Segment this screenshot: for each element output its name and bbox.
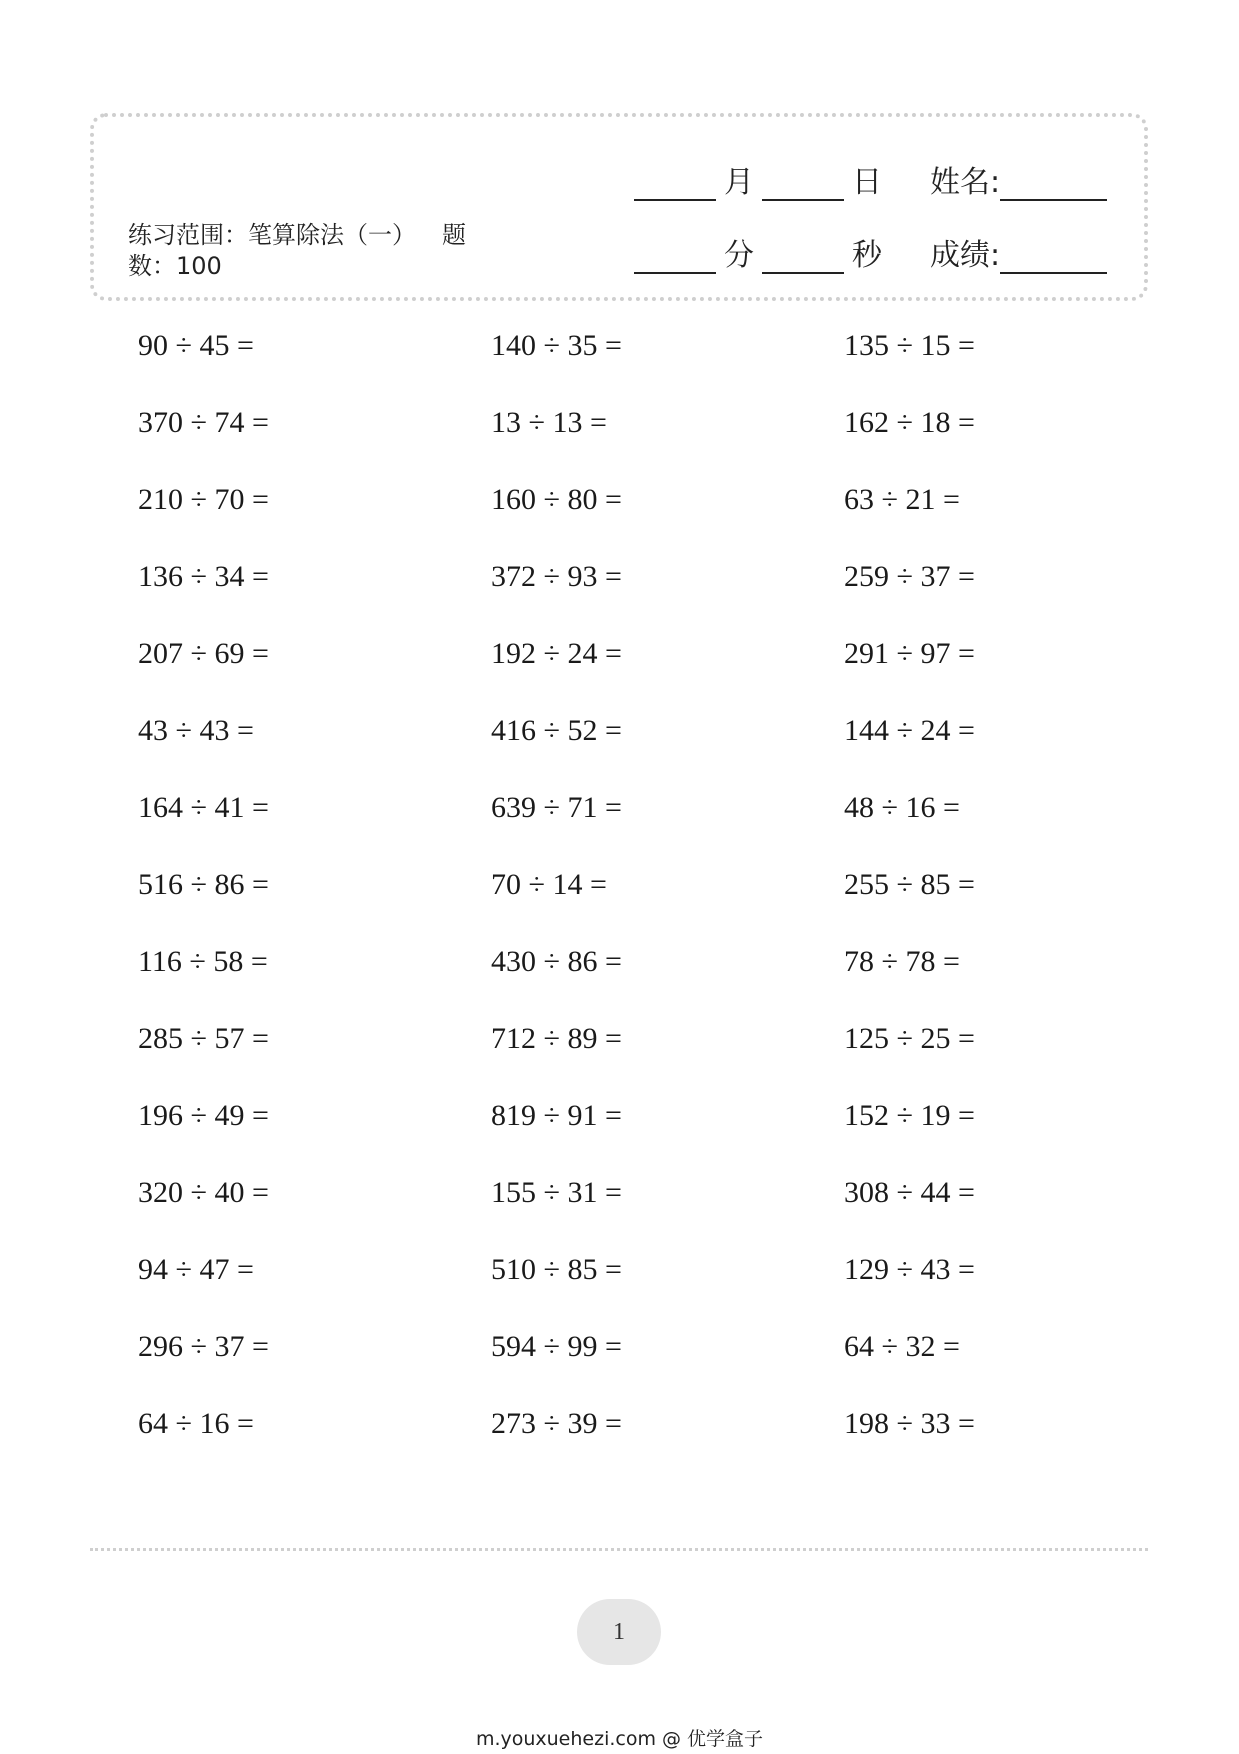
page-number: 1 — [577, 1599, 661, 1665]
problem: 144 ÷ 24 = — [844, 714, 975, 747]
problem: 510 ÷ 85 = — [491, 1253, 622, 1286]
worksheet-header — [90, 113, 1148, 301]
problem: 64 ÷ 32 = — [844, 1330, 960, 1363]
problem: 70 ÷ 14 = — [491, 868, 607, 901]
practice-range: 练习范围：笔算除法（一） — [128, 221, 416, 249]
problem: 129 ÷ 43 = — [844, 1253, 975, 1286]
footer-site[interactable]: m.youxuehezi.com @ 优学盒子 — [475, 1728, 764, 1750]
minute-blank[interactable] — [634, 238, 716, 274]
practice-info — [128, 220, 478, 282]
problem: 160 ÷ 80 = — [491, 483, 622, 516]
problem: 64 ÷ 16 = — [138, 1407, 254, 1440]
problem: 78 ÷ 78 = — [844, 945, 960, 978]
problem: 125 ÷ 25 = — [844, 1022, 975, 1055]
date-name-row — [634, 157, 1107, 201]
month-blank[interactable] — [634, 165, 716, 201]
problem: 819 ÷ 91 = — [491, 1099, 622, 1132]
problem: 308 ÷ 44 = — [844, 1176, 975, 1209]
problem: 94 ÷ 47 = — [138, 1253, 254, 1286]
problem: 370 ÷ 74 = — [138, 406, 269, 439]
problem: 63 ÷ 21 = — [844, 483, 960, 516]
problem: 291 ÷ 97 = — [844, 637, 975, 670]
day-blank[interactable] — [762, 165, 844, 201]
name-blank[interactable] — [1000, 165, 1107, 201]
problem: 198 ÷ 33 = — [844, 1407, 975, 1440]
problem: 192 ÷ 24 = — [491, 637, 622, 670]
problem: 285 ÷ 57 = — [138, 1022, 269, 1055]
name-label: 姓名: — [930, 165, 1001, 200]
problem: 372 ÷ 93 = — [491, 560, 622, 593]
score-blank[interactable] — [1000, 238, 1107, 274]
problem: 516 ÷ 86 = — [138, 868, 269, 901]
problem-count-tail: 数：100 — [128, 252, 222, 280]
problem: 273 ÷ 39 = — [491, 1407, 622, 1440]
second-blank[interactable] — [762, 238, 844, 274]
problem: 136 ÷ 34 = — [138, 560, 269, 593]
problem: 712 ÷ 89 = — [491, 1022, 622, 1055]
time-score-row — [634, 230, 1107, 274]
problem: 416 ÷ 52 = — [491, 714, 622, 747]
minute-label: 分 — [724, 238, 754, 273]
problem: 135 ÷ 15 = — [844, 329, 975, 362]
problem: 639 ÷ 71 = — [491, 791, 622, 824]
problem: 13 ÷ 13 = — [491, 406, 607, 439]
second-label: 秒 — [852, 238, 882, 273]
problem: 210 ÷ 70 = — [138, 483, 269, 516]
problem: 140 ÷ 35 = — [491, 329, 622, 362]
problem: 594 ÷ 99 = — [491, 1330, 622, 1363]
problem: 164 ÷ 41 = — [138, 791, 269, 824]
problem: 207 ÷ 69 = — [138, 637, 269, 670]
problem: 43 ÷ 43 = — [138, 714, 254, 747]
problem-grid — [138, 316, 1188, 1471]
problem: 162 ÷ 18 = — [844, 406, 975, 439]
problem: 116 ÷ 58 = — [138, 945, 268, 978]
problem: 255 ÷ 85 = — [844, 868, 975, 901]
problem: 259 ÷ 37 = — [844, 560, 975, 593]
problem: 90 ÷ 45 = — [138, 329, 254, 362]
problem: 152 ÷ 19 = — [844, 1099, 975, 1132]
problem: 155 ÷ 31 = — [491, 1176, 622, 1209]
problem: 296 ÷ 37 = — [138, 1330, 269, 1363]
problem: 196 ÷ 49 = — [138, 1099, 269, 1132]
footer-divider — [90, 1548, 1148, 1551]
score-label: 成绩: — [930, 238, 1001, 273]
problem-count-head: 题 — [442, 221, 466, 249]
month-label: 月 — [724, 165, 754, 200]
problem: 48 ÷ 16 = — [844, 791, 960, 824]
problem: 320 ÷ 40 = — [138, 1176, 269, 1209]
day-label: 日 — [852, 165, 882, 200]
problem: 430 ÷ 86 = — [491, 945, 622, 978]
